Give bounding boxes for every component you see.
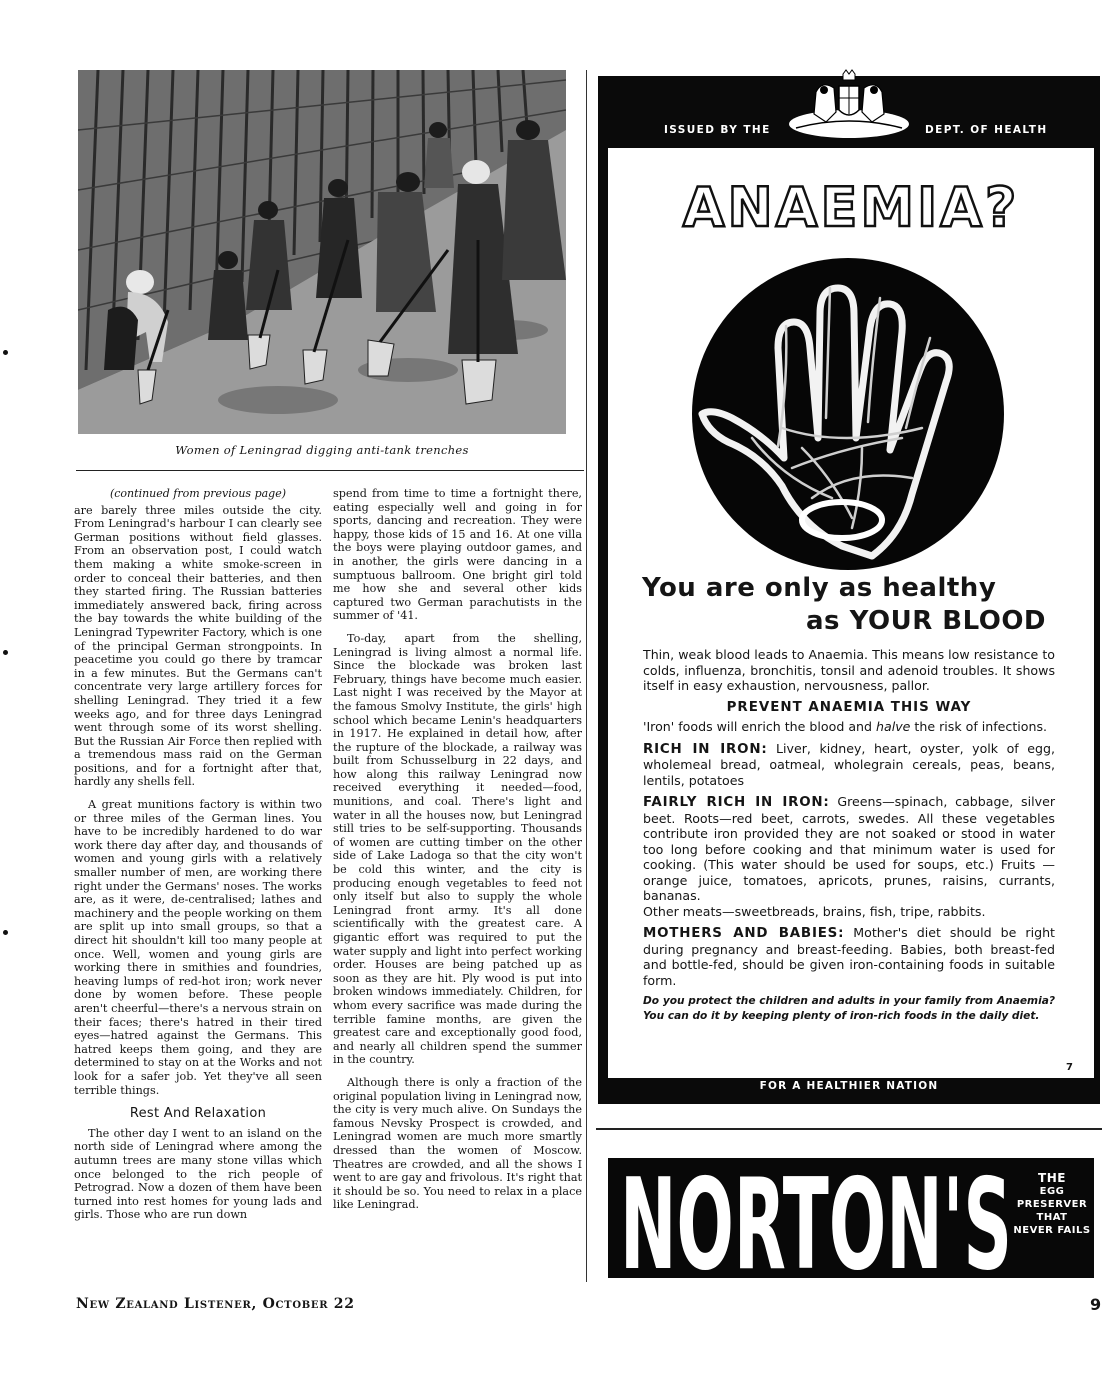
ad-title: ANAEMIA? xyxy=(682,176,1020,239)
article-paragraph: Although there is only a fraction of the original population living in Leningrad now, the city is very much alive. On Sundays the famous Nevsky Prospect is crowded, and Leningrad women are much more smartly dressed than the women of Moscow. Theatres are crowded, and all the shows I went to are gay and frivolous. It's right that it should be so. You need to relax in a place like Leningrad. xyxy=(333,1075,582,1212)
publication-footer: New Zealand Listener, October 22 xyxy=(76,1296,355,1312)
article-column-left xyxy=(74,487,322,1231)
mothers-and-babies: MOTHERS AND BABIES: Mother's diet should be right during pregnancy and breast-feeding. Babies, both breast-fed and bottle-fed, should be given iron-containing foods in suitable form. xyxy=(643,925,1055,988)
ad-footer: FOR A HEALTHIER NATION xyxy=(759,1080,939,1092)
nortons-logo xyxy=(616,1156,1016,1276)
horizontal-rule xyxy=(76,470,584,471)
ad-code: 7 xyxy=(1066,1062,1073,1073)
prevent-text: 'Iron' foods will enrich the blood and halve the risk of infections. xyxy=(643,719,1048,734)
article-paragraph: A great munitions factory is within two or three miles of the German lines. You have to be incredibly hardened to do war work there day after day, and thousands of women and young girls with a relatively smaller number of men, are working there right under the Germans' noses. The works are, as it were, de-centralised; lathes and machinery and the people working on them are split up into small groups, so that a direct hit shouldn't kill too many people at once. Well, women and young girls are working there in smithies and foundries, heaving lumps of red-hot iron; work never done by women before. These people aren't cheerful—there's a nervous strain on their faces; there's hatred in their tired eyes—hatred against the Germans. This hatred keeps them going, and they are determined to stay on at the Works and not look for a safer job. Yet they've all seen terrible things. xyxy=(74,798,322,1097)
nortons-tagline: THE EGG PRESERVER THAT NEVER FAILS xyxy=(1013,1171,1091,1236)
rich-in-iron: RICH IN IRON: Liver, kidney, heart, oyster, yolk of egg, wholemeal bread, oatmeal, wholegrain cereals, peas, beans, lentils, potatoes xyxy=(643,740,1055,788)
prevent-heading: PREVENT ANAEMIA THIS WAY xyxy=(726,699,972,715)
trench-photo xyxy=(78,70,566,434)
issued-by-label: ISSUED BY THE xyxy=(664,124,771,136)
coat-of-arms-icon xyxy=(786,66,912,148)
photo-caption: Women of Leningrad digging anti-tank trenches xyxy=(175,443,469,457)
scan-mark xyxy=(3,930,8,935)
ad-headline: You are only as healthy xyxy=(642,573,997,603)
article-column-right xyxy=(333,487,582,1221)
continued-note: (continued from previous page) xyxy=(109,487,287,500)
other-meats: Other meats—sweetbreads, brains, fish, tripe, rabbits. xyxy=(643,903,986,919)
horizontal-rule xyxy=(596,1128,1102,1130)
department-label: DEPT. OF HEALTH xyxy=(925,124,1048,136)
hand-xray-illustration xyxy=(692,258,1004,570)
scan-mark xyxy=(3,350,8,355)
article-paragraph: are barely three miles outside the city. From Leningrad's harbour I can clearly see German positions without field glasses. From an observation post, I could watch them making a white smoke-screen in order to conceal their batteries, and then they started firing. The Russian batteries immediately answered back, firing across the bay towards the white building of the Leningrad Typewriter Factory, which is one of the principal German strongpoints. In peacetime you could go there by tramcar in a few minutes. But the Germans can't concentrate very large artillery forces for shelling Leningrad. They tried it a few weeks ago, and for three days Leningrad went through some of its worst shelling. But the Russian Air Force then replied with a tremendous mass raid on the German positions, and for a fortnight after that, hardly any shells fell. xyxy=(74,503,322,789)
nortons-wordmark: NORTON'S xyxy=(620,1156,1012,1276)
ad-headline: as YOUR BLOOD xyxy=(806,606,1047,636)
article-paragraph: spend from time to time a fortnight there, eating especially well and going in for sports, dancing and recreation. They were happy, those kids of 15 and 16. At one villa the boys were playing outdoor games, and in another, the girls were dancing in a sumptuous ballroom. One bright girl told me how she and several other kids captured two German parachutists in the summer of '41. xyxy=(333,487,582,623)
fairly-rich-in-iron: FAIRLY RICH IN IRON: Greens—spinach, cabbage, silver beet. Roots—red beet, carrots, swedes. All these vegetables contribute iron provided they are not soaked or stood in water too long before cooking and that minimum water is used for cooking. (This water should be used for soups, etc.) Fruits — orange juice, tomatoes, apricots, prunes, raisins, currants, bananas. xyxy=(643,794,1055,903)
column-rule xyxy=(586,70,587,1282)
ad-intro: Thin, weak blood leads to Anaemia. This means low resistance to colds, influenza, bronchitis, tonsil and adenoid troubles. It shows itself in easy exhaustion, nervousness, pallor. xyxy=(643,647,1055,693)
article-paragraph: To-day, apart from the shelling, Leningrad is living almost a normal life. Since the blockade was broken last February, things have become much easier. Last night I was received by the Mayor at the famous Smolvy Institute, the girls' high school which became Lenin's headquarters in 1917. He explained in detail how, after the rupture of the blockade, a railway was built from Schusselburg in 22 days, and how along this railway Leningrad now received everything it needed—food, munitions, and coal. There's light and water in all the houses now, but Leningrad still tries to be self-supporting. Thousands of women are cutting timber on the other side of Lake Ladoga so that the city won't be cold this winter, and the city is producing enough vegetables to feed not only itself but also to supply the whole Leningrad front army. It's all done scientifically with the greatest care. A gigantic effort was required to put the water supply and light into perfect working order. Houses are being patched up as soon as they are hit. Ply wood is put into broken windows immediately. Children, for whom every sacrifice was made during the terrible famine months, are given the greatest care and exceptionally good food, and nearly all children spend the summer in the country. xyxy=(333,631,582,1067)
ad-question: Do you protect the children and adults in your family from Anaemia? You can do it by keeping plenty of iron-rich foods in the daily diet. xyxy=(643,995,1055,1022)
scan-mark xyxy=(3,650,8,655)
ad-body xyxy=(643,647,1055,1030)
subheading: Rest And Relaxation xyxy=(129,1106,267,1122)
article-paragraph: The other day I went to an island on the north side of Leningrad where among the autumn trees are many stone villas which once belonged to the rich people of Petrograd. Now a dozen of them have been turned into rest homes for young lads and girls. Those who are run down xyxy=(74,1126,322,1222)
page-number: 9 xyxy=(1090,1295,1102,1314)
